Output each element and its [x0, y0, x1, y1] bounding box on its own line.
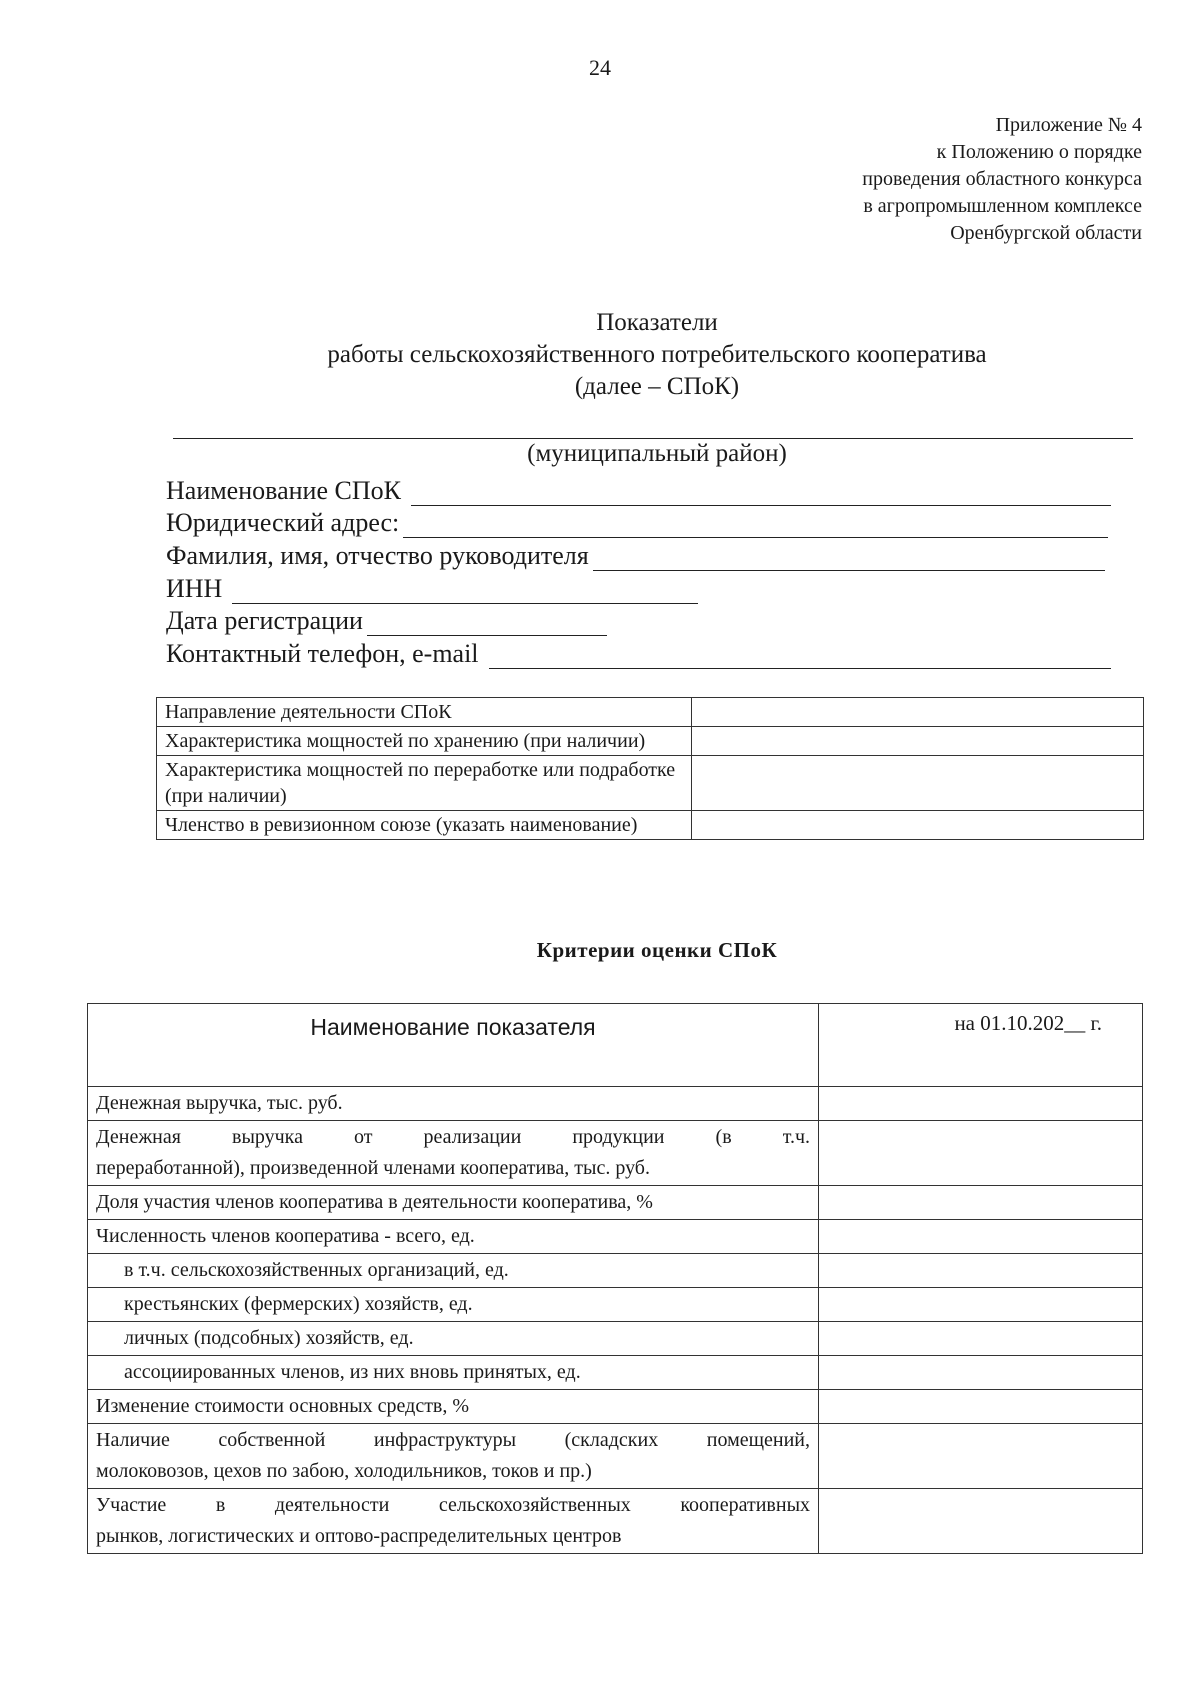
field-legal-address: [166, 508, 1108, 538]
title-line: Показатели: [596, 309, 718, 336]
appendix-reference: [862, 112, 1142, 247]
info-label: Характеристика мощностей по хранению (при наличии): [157, 727, 692, 756]
criterion-value-cell[interactable]: [819, 1254, 1143, 1288]
info-label: Характеристика мощностей по переработке или подработке (при наличии): [157, 756, 692, 811]
table-row: [157, 698, 1144, 727]
field-label: Дата регистрации: [166, 606, 363, 635]
spok-info-table: [156, 697, 1144, 840]
criterion-text-line: молоковозов, цехов по забою, холодильников, токов и пр.): [96, 1460, 592, 1482]
appendix-line: в агропромышленном комплексе: [863, 195, 1142, 217]
appendix-line: проведения областного конкурса: [862, 168, 1142, 190]
criteria-table: [87, 1003, 1143, 1554]
table-row: [88, 1288, 1143, 1322]
criterion-value-cell[interactable]: [819, 1424, 1143, 1489]
criterion-text-line: Наличие собственной инфраструктуры (складских помещений,: [96, 1429, 810, 1451]
info-value-cell[interactable]: [692, 698, 1144, 727]
criterion-text-line: рынков, логистических и оптово-распределительных центров: [96, 1525, 622, 1547]
title-line: работы сельскохозяйственного потребительского кооператива: [327, 341, 987, 368]
fill-line[interactable]: [411, 481, 1111, 506]
appendix-line: к Положению о порядке: [936, 141, 1142, 163]
fill-line[interactable]: [403, 513, 1108, 538]
table-row: [88, 1322, 1143, 1356]
fill-line[interactable]: [489, 644, 1111, 669]
criterion-label: ассоциированных членов, из них вновь принятых, ед.: [88, 1356, 819, 1390]
field-label: ИНН: [166, 574, 223, 603]
info-value-cell[interactable]: [692, 727, 1144, 756]
table-row: [88, 1424, 1143, 1489]
table-row: [88, 1186, 1143, 1220]
info-value-cell[interactable]: [692, 811, 1144, 840]
table-row: [88, 1390, 1143, 1424]
page-number: 24: [589, 55, 611, 80]
table-row: [88, 1121, 1143, 1186]
fill-line[interactable]: [367, 611, 607, 636]
criterion-label: Численность членов кооператива - всего, ед.: [88, 1220, 819, 1254]
criterion-value-cell[interactable]: [819, 1288, 1143, 1322]
criterion-value-cell[interactable]: [819, 1322, 1143, 1356]
column-header-name: Наименование показателя: [88, 1004, 819, 1087]
table-row: [88, 1254, 1143, 1288]
criterion-label: [88, 1489, 819, 1554]
district-blank-line: [173, 438, 1133, 439]
table-row: [88, 1489, 1143, 1554]
district-caption: (муниципальный район): [527, 440, 787, 467]
criterion-value-cell[interactable]: [819, 1186, 1143, 1220]
field-spok-name: [166, 476, 1111, 506]
criterion-value-cell[interactable]: [819, 1356, 1143, 1390]
criterion-label: в т.ч. сельскохозяйственных организаций, ед.: [88, 1254, 819, 1288]
field-label: Контактный телефон, e-mail: [166, 639, 479, 668]
field-label: Юридический адрес:: [166, 508, 400, 537]
table-row: [157, 756, 1144, 811]
info-value-cell[interactable]: [692, 756, 1144, 811]
appendix-line: Приложение № 4: [995, 114, 1142, 136]
table-row: [88, 1356, 1143, 1390]
table-header-row: [88, 1004, 1143, 1087]
criterion-value-cell[interactable]: [819, 1390, 1143, 1424]
criterion-label: [88, 1121, 819, 1186]
criterion-value-cell[interactable]: [819, 1489, 1143, 1554]
table-row: [157, 727, 1144, 756]
criterion-label: личных (подсобных) хозяйств, ед.: [88, 1322, 819, 1356]
criterion-text-line: Денежная выручка от реализации продукции (в т.ч.: [96, 1126, 810, 1148]
criterion-value-cell[interactable]: [819, 1087, 1143, 1121]
criterion-value-cell[interactable]: [819, 1220, 1143, 1254]
appendix-line: Оренбургской области: [950, 222, 1142, 244]
table-row: [88, 1220, 1143, 1254]
fill-line[interactable]: [593, 546, 1105, 571]
info-label: Направление деятельности СПоК: [157, 698, 692, 727]
criterion-label: Денежная выручка, тыс. руб.: [88, 1087, 819, 1121]
table-row: [157, 811, 1144, 840]
column-header-date: на 01.10.202__ г.: [819, 1004, 1143, 1087]
info-label: Членство в ревизионном союзе (указать наименование): [157, 811, 692, 840]
document-title: [0, 307, 1200, 403]
field-contact: [166, 639, 1111, 669]
criterion-label: Изменение стоимости основных средств, %: [88, 1390, 819, 1424]
criterion-text-line: переработанной), произведенной членами кооператива, тыс. руб.: [96, 1157, 650, 1179]
fill-line[interactable]: [232, 579, 698, 604]
table-row: [88, 1087, 1143, 1121]
field-registration-date: [166, 606, 607, 636]
field-label: Фамилия, имя, отчество руководителя: [166, 541, 589, 570]
criterion-label: Доля участия членов кооператива в деятельности кооператива, %: [88, 1186, 819, 1220]
criterion-text-line: Участие в деятельности сельскохозяйственных кооперативных: [96, 1494, 810, 1516]
criterion-value-cell[interactable]: [819, 1121, 1143, 1186]
criterion-label: крестьянских (фермерских) хозяйств, ед.: [88, 1288, 819, 1322]
field-inn: [166, 574, 698, 604]
criteria-heading: Критерии оценки СПоК: [536, 938, 778, 962]
field-head-name: [166, 541, 1105, 571]
title-line: (далее – СПоК): [574, 373, 740, 400]
field-label: Наименование СПоК: [166, 476, 401, 505]
criterion-label: [88, 1424, 819, 1489]
